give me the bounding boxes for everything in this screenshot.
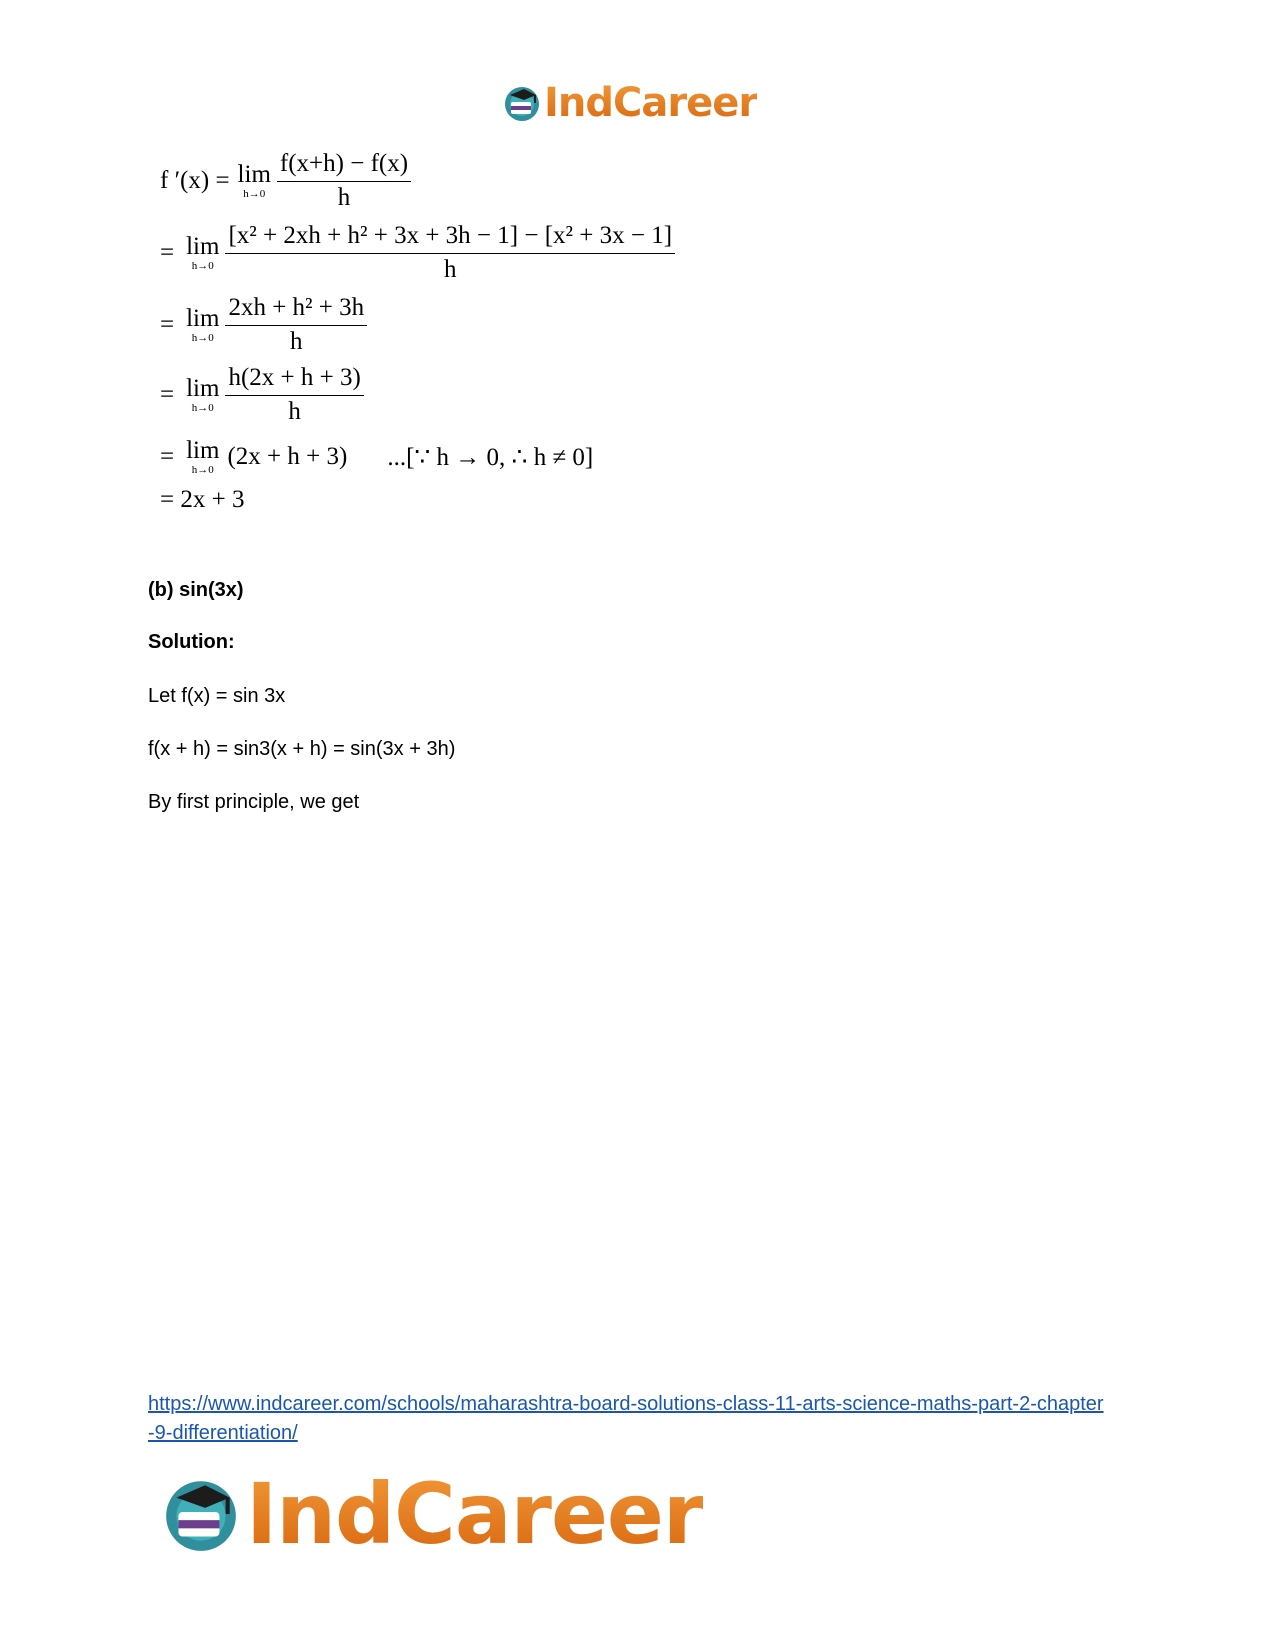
numerator: [x² + 2xh + h² + 3x + 3h − 1] − [x² + 3x − 1]: [225, 222, 675, 254]
limit: [238, 162, 271, 200]
fraction: [225, 364, 363, 427]
math-line-5: [160, 438, 593, 476]
numerator: f(x+h) − f(x): [277, 150, 411, 182]
lim-text: lim: [186, 305, 220, 333]
lhs: f ′(x) =: [160, 167, 230, 195]
math-line-1: [160, 150, 411, 213]
equals: =: [160, 239, 175, 267]
math-line-3: [160, 294, 367, 357]
limit: [186, 438, 219, 476]
equals: =: [160, 311, 175, 339]
footer-logo: [160, 1465, 703, 1563]
lim-text: lim: [186, 437, 220, 464]
fraction: [225, 222, 675, 285]
condition-note: ...[∵ h → 0, ∴ h ≠ 0]: [387, 444, 594, 471]
math-line-2: [160, 222, 675, 285]
denominator: h: [290, 327, 303, 355]
text-line: By first principle, we get: [148, 791, 360, 813]
graduation-globe-icon: [160, 1473, 242, 1555]
part-heading: (b) sin(3x): [148, 579, 244, 601]
denominator: h: [444, 255, 457, 283]
fraction: [277, 150, 411, 213]
logo-text: IndCareer: [246, 1465, 704, 1563]
text-line: Let f(x) = sin 3x: [148, 685, 286, 707]
lim-sub: h→0: [191, 464, 214, 476]
equals: =: [160, 381, 175, 409]
math-line-4: [160, 364, 364, 427]
source-link[interactable]: https://www.indcareer.com/schools/maharashtra-board-solutions-class-11-arts-science-maths-part-2-chapter-9-differentiation/: [148, 1393, 1104, 1444]
numerator: 2xh + h² + 3h: [225, 294, 367, 326]
denominator: h: [337, 183, 351, 211]
text-line: f(x + h) = sin3(x + h) = sin(3x + 3h): [148, 738, 456, 760]
limit: [186, 306, 219, 344]
numerator: h(2x + h + 3): [225, 364, 363, 396]
lim-text: lim: [237, 161, 271, 189]
lim-sub: h→0: [191, 260, 214, 273]
graduation-globe-icon: [502, 83, 542, 123]
logo-text: IndCareer: [544, 80, 758, 126]
math-line-6: [160, 486, 244, 514]
solution-label: Solution:: [148, 631, 235, 653]
limit: [186, 234, 219, 272]
fraction: [225, 294, 367, 357]
expression: (2x + h + 3): [227, 443, 348, 470]
lim-text: lim: [186, 375, 220, 403]
result: = 2x + 3: [160, 486, 245, 513]
denominator: h: [288, 397, 301, 425]
limit: [186, 376, 219, 414]
lim-sub: h→0: [243, 188, 266, 201]
lim-sub: h→0: [191, 332, 214, 345]
equals: =: [160, 443, 175, 470]
header-logo: [502, 80, 757, 126]
lim-text: lim: [186, 233, 220, 261]
lim-sub: h→0: [191, 402, 214, 415]
